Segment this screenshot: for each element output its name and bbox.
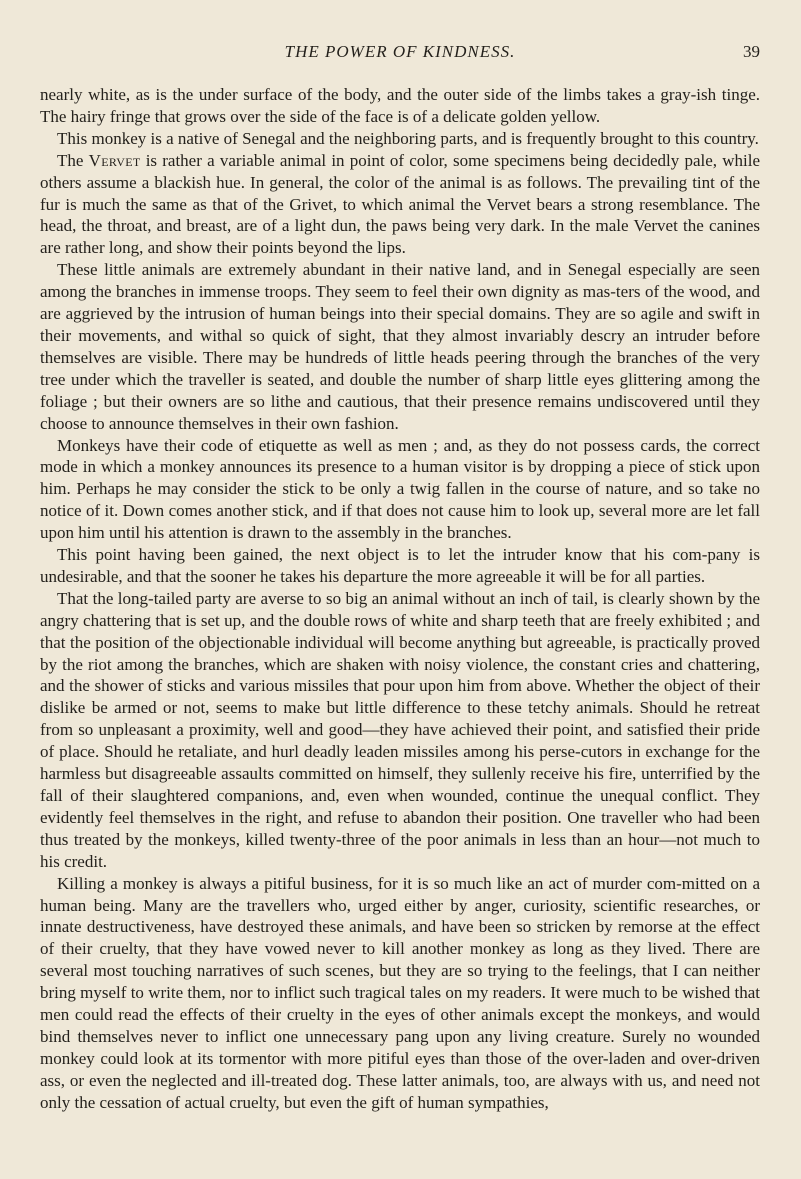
species-name-vervet: Vervet [88,150,141,170]
paragraph: These little animals are extremely abundant in their native land, and in Senegal especially are seen among the branches in immense troops. They seem to feel their own dignity as mas-ters of the wood, and are aggrieved by the intrusion of human beings into their special domains. They are so agile and swift in their movements, and withal so quick of sight, that they almost invariably descry an intruder before themselves are visible. There may be hundreds of little heads peering through the branches of the very tree under which the traveller is seated, and double the number of sharp little eyes glittering among the foliage ; but their owners are so lithe and cautious, that their presence remains undiscovered until they choose to announce themselves in their own fashion. [40,260,760,433]
paragraph: Killing a monkey is always a pitiful business, for it is so much like an act of murder com-mitted on a human being. Many are the travellers who, urged either by anger, curiosity, scientific researches, or innate destructiveness, have destroyed these animals, and have been so stricken by remorse at the effect of their cruelty, that they have vowed never to kill another monkey as long as they lived. There are several most touching narratives of such scenes, but they are so trying to the feelings, that I can neither bring myself to write them, nor to inflict such tragical tales on my readers. It were much to be wished that men could read the effects of their cruelty in the eyes of other animals except the monkeys, and would bind themselves never to inflict one unnecessary pang upon any living creature. Surely no wounded monkey could look at its tormentor with more pitiful eyes than those of the over-laden and over-driven ass, or even the neglected and ill-treated dog. These latter animals, too, are always with us, and need not only the cessation of actual cruelty, but even the gift of human sympathies, [40,873,760,1112]
paragraph: This monkey is a native of Senegal and the neighboring parts, and is frequently brought to this country. [57,128,759,148]
page-number: 39 [743,42,760,61]
paragraph: This point having been gained, the next object is to let the intruder know that his com-pany is undesirable, and that the sooner he takes his departure the more agreeable it will be for all parties. [40,545,760,586]
paragraph: That the long-tailed party are averse to so big an animal without an inch of tail, is clearly shown by the angry chattering that is set up, and the double rows of white and sharp teeth that are freely exhibited ; and that the position of the objectionable individual will become anything but agreeable, is practically proved by the riot among the branches, which are shaken with noisy violence, the constant cries and chattering, and the shower of sticks and various missiles that pour upon him from above. Whether the object of their dislike be armed or not, seems to make but little difference to these tetchy animals. Should he retreat from so unpleasant a proximity, well and good—they have achieved their point, and satisfied their pride of place. Should he retaliate, and hurl deadly leaden missiles among his perse-cutors in exchange for the harmless but disagreeable assaults committed on himself, they sullenly receive his fire, unterrified by the fall of their slaughtered companions, and, even when wounded, continue the unequal conflict. They evidently feel themselves in the right, and refuse to abandon their position. One traveller who had been thus treated by the monkeys, killed twenty-three of the poor animals in less than an hour—not much to his credit. [40,588,760,871]
paragraph: nearly white, as is the under surface of the body, and the outer side of the limbs takes a gray-ish tinge. The hairy fringe that grows over the side of the face is of a delicate golden yellow. [40,85,760,126]
paragraph-text: is rather a variable animal in point of color, some specimens being decidedly pale, while others assume a blackish hue. In general, the color of the animal is as follows. The prevailing tint of the fur is much the same as that of the Grivet, to which animal the Vervet bears a strong resemblance. The head, the throat, and breast, are of a light dun, the paws being very dark. In the male Vervet the canines are rather long, and show their points beyond the lips. [40,150,761,258]
body-text [40,84,760,1114]
paragraph: Monkeys have their code of etiquette as well as men ; and, as they do not possess cards, the correct mode in which a monkey announces its presence to a human visitor is by dropping a piece of stick upon him. Perhaps he may consider the stick to be only a twig fallen in the course of nature, and so take no notice of it. Down comes another stick, and if that does not cause him to look up, several more are let fall upon him until his attention is drawn to the assembly in the branches. [40,435,760,543]
paragraph-lead: The [57,150,84,170]
page-header [40,42,760,68]
paragraph [40,150,760,260]
running-title: THE POWER OF KINDNESS. [284,42,516,61]
